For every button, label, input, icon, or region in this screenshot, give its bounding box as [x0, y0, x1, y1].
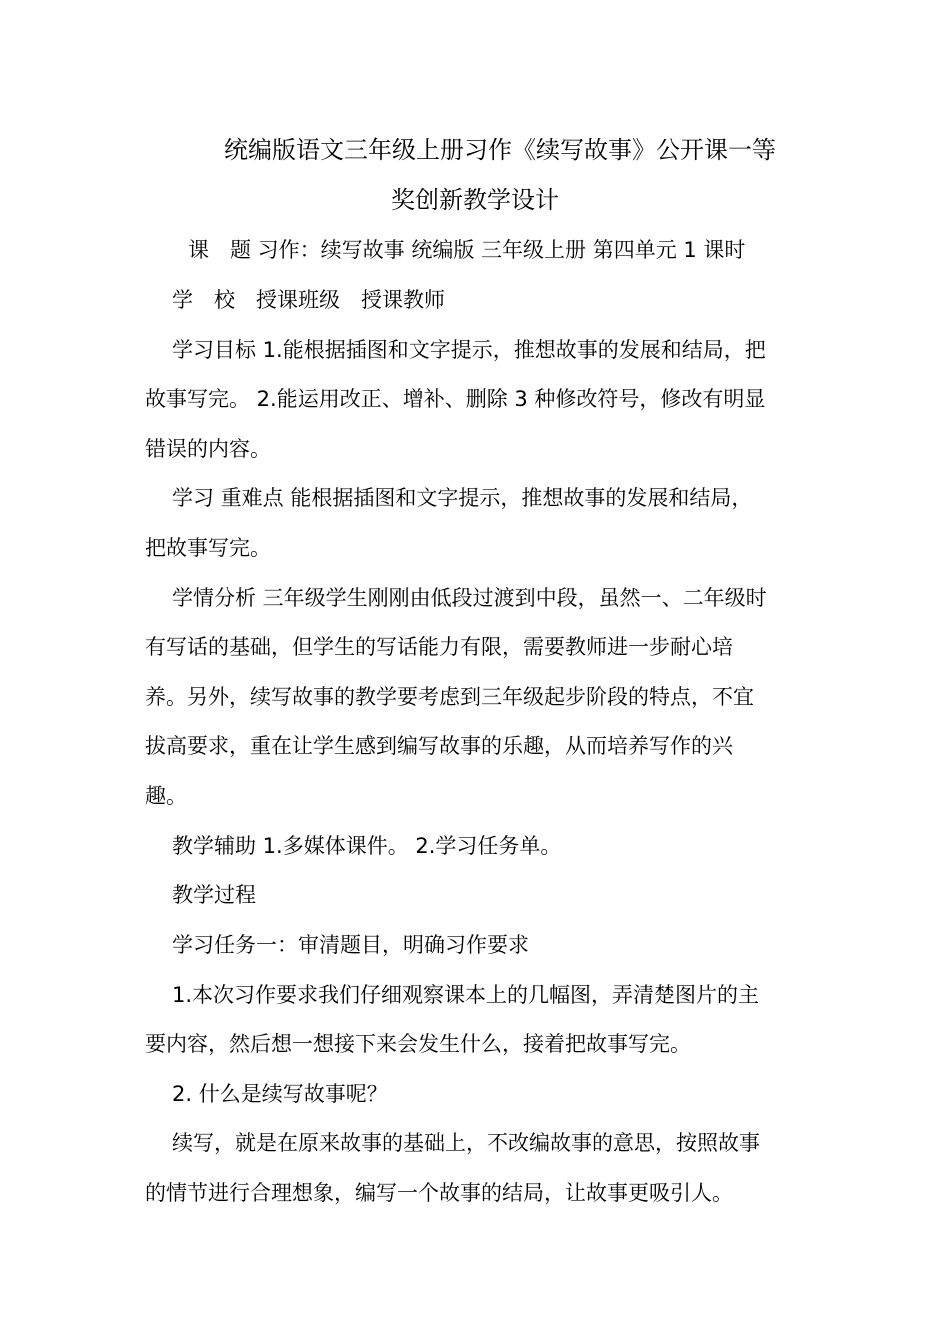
paragraph-line: 错误的内容。	[145, 437, 271, 461]
paragraph-line: 有写话的基础，但学生的写话能力有限，需要教师进一步耐心培	[145, 635, 733, 659]
paragraph-line: 2. 什么是续写故事呢？	[172, 1082, 388, 1106]
paragraph-line: 把故事写完。	[145, 536, 271, 560]
paragraph-line: 养。另外，续写故事的教学要考虑到三年级起步阶段的特点，不宜	[145, 685, 754, 709]
paragraph-line: 故事写完。 2.能运用改正、增补、删除 3 种修改符号，修改有明显	[145, 387, 766, 411]
course-info-line: 课 题 习作：续写故事 统编版 三年级上册 第四单元 1 课时	[188, 238, 746, 262]
paragraph-line: 的情节进行合理想象，编写一个故事的结局，让故事更吸引人。	[145, 1181, 733, 1205]
paragraph-line: 学习目标 1.能根据插图和文字提示，推想故事的发展和结局，把	[172, 338, 766, 362]
task-heading: 学习任务一：审清题目，明确习作要求	[172, 933, 529, 957]
school-info-line: 学 校 授课班级 授课教师	[172, 288, 445, 312]
paragraph-line: 学习 重难点 能根据插图和文字提示，推想故事的发展和结局，	[172, 486, 753, 510]
paragraph-line: 要内容，然后想一想接下来会发生什么，接着把故事写完。	[145, 1032, 691, 1056]
document-title-line-2: 奖创新教学设计	[391, 186, 559, 214]
paragraph-line: 趣。	[145, 784, 187, 808]
paragraph-line: 续写，就是在原来故事的基础上，不改编故事的意思，按照故事	[172, 1131, 760, 1155]
section-heading: 教学过程	[172, 883, 256, 907]
paragraph-line: 学情分析 三年级学生刚刚由低段过渡到中段，虽然一、二年级时	[172, 586, 767, 610]
paragraph-line: 教学辅助 1.多媒体课件。 2.学习任务单。	[172, 834, 562, 858]
paragraph-line: 拔高要求，重在让学生感到编写故事的乐趣，从而培养写作的兴	[145, 734, 733, 758]
paragraph-line: 1.本次习作要求我们仔细观察课本上的几幅图，弄清楚图片的主	[172, 983, 760, 1007]
document-title-line-1: 统编版语文三年级上册习作《续写故事》公开课一等	[224, 136, 776, 164]
